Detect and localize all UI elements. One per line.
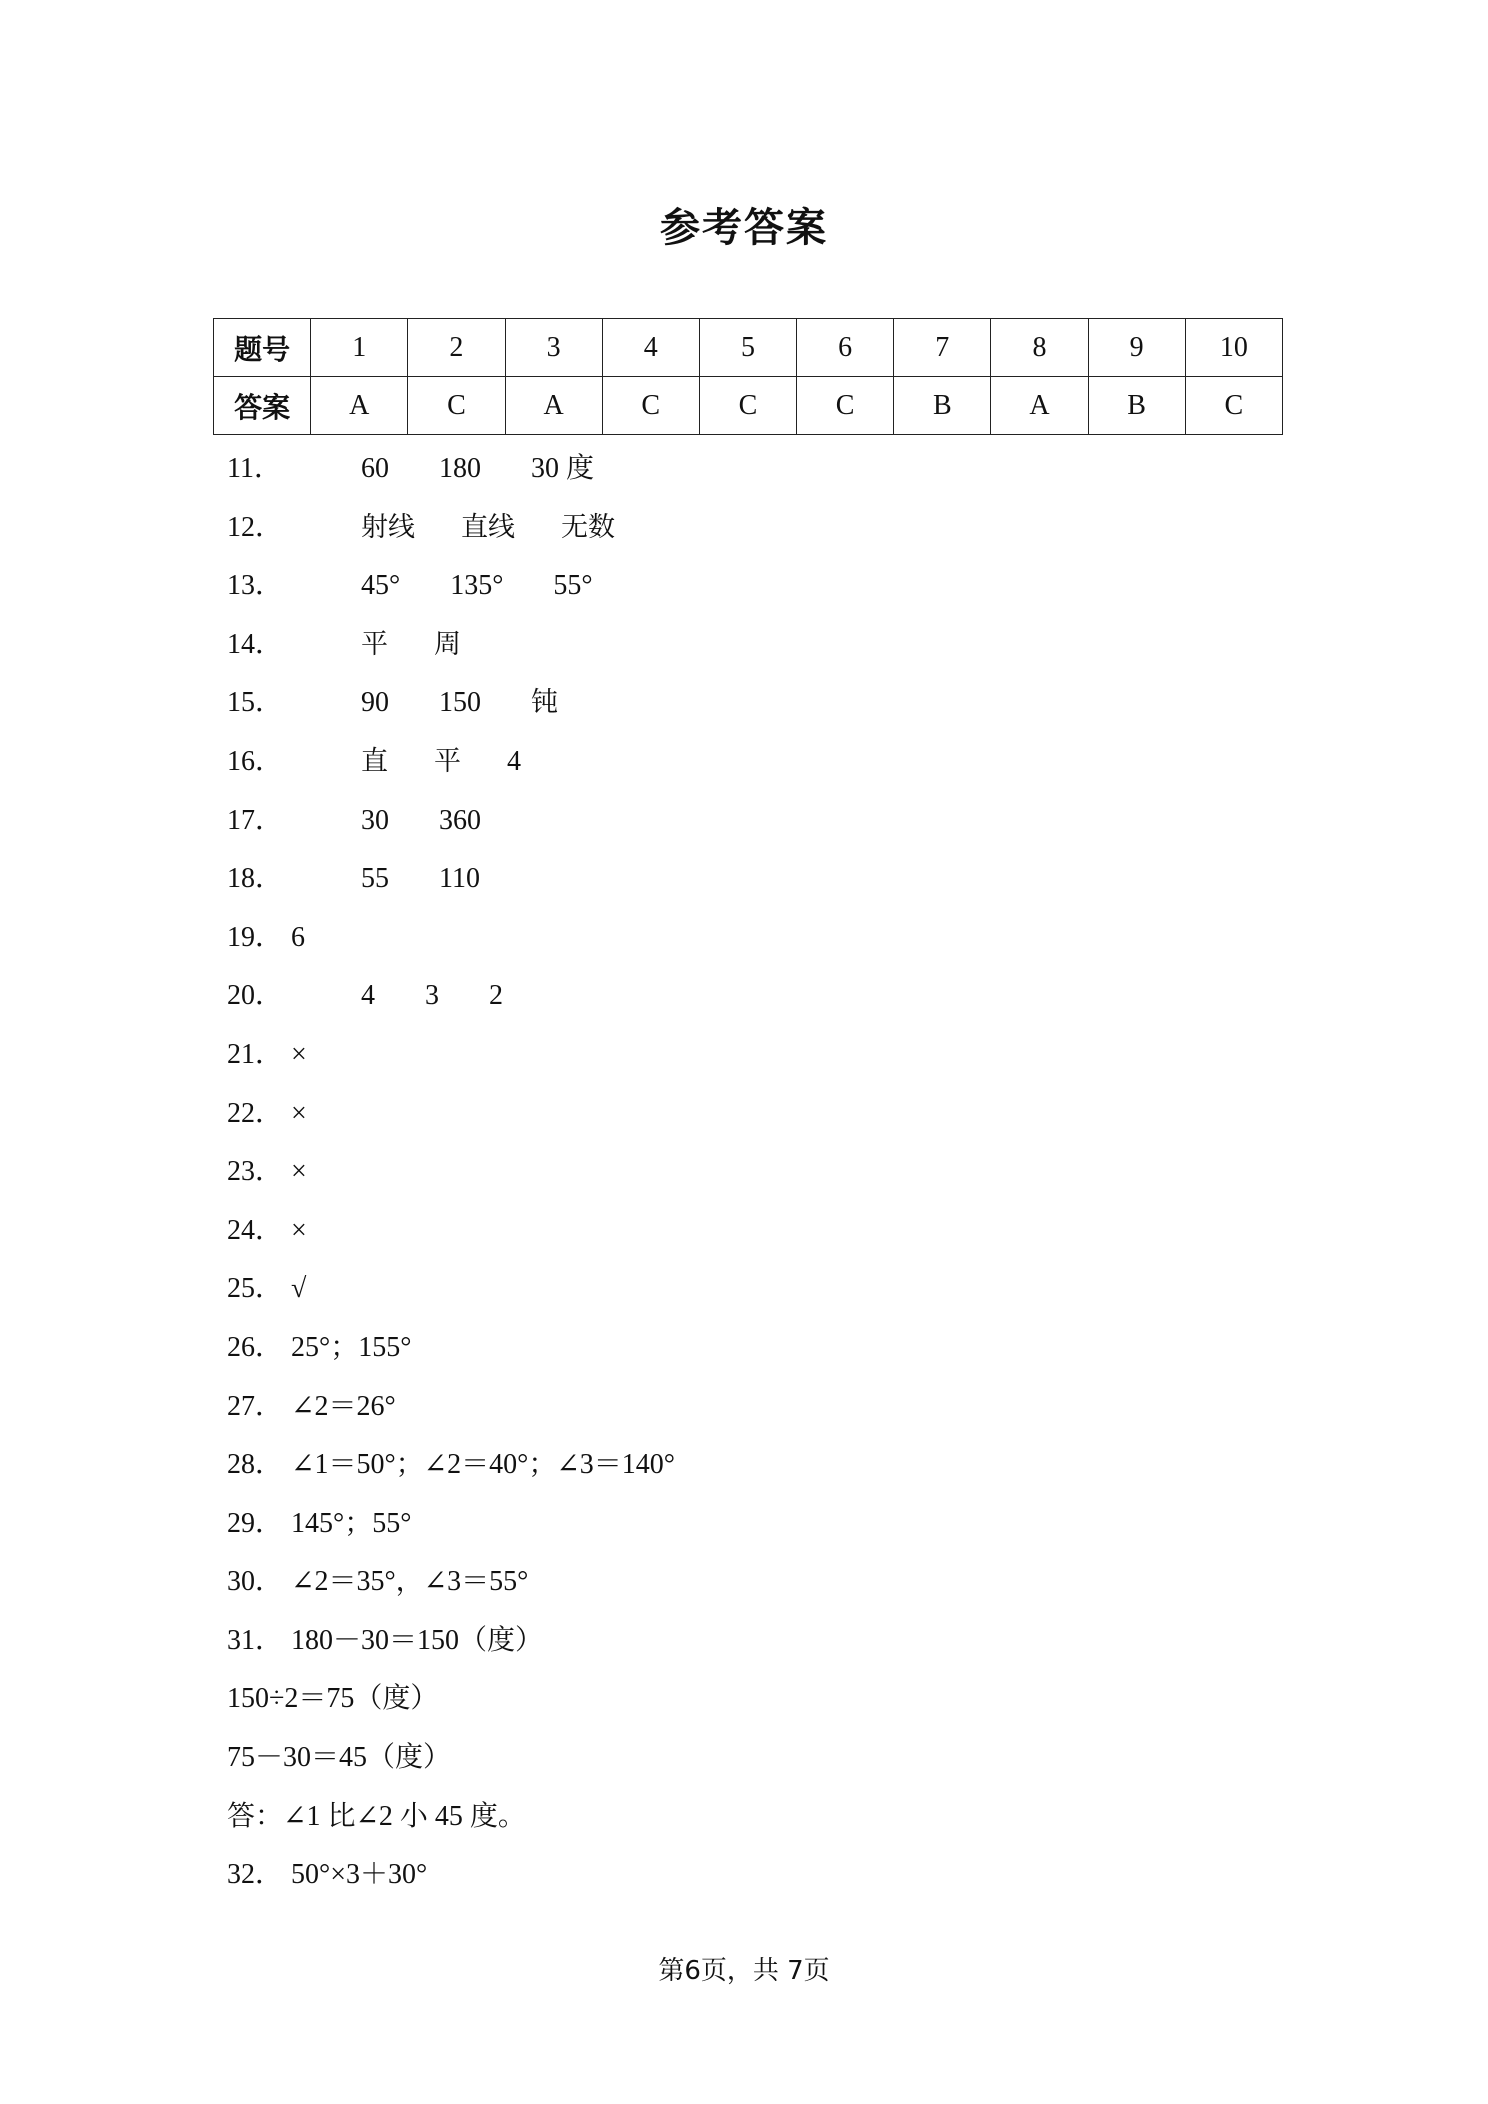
question-number: 19． — [227, 921, 284, 953]
answer-value: 110 — [439, 863, 480, 895]
answer-line-31-conclusion: 答：∠1 比∠2 小 45 度。 — [227, 1800, 526, 1832]
answer-line-13 — [227, 557, 675, 616]
answer-value: ∠1＝50°；∠2＝40°；∠3＝140° — [291, 1449, 675, 1481]
table-cell: C — [408, 377, 505, 435]
answer-line-19 — [227, 909, 675, 968]
question-number: 17． — [227, 804, 284, 836]
table-cell: 1 — [311, 319, 408, 377]
answer-value: 2 — [489, 980, 503, 1012]
table-cell: 7 — [894, 319, 991, 377]
question-number: 20． — [227, 980, 284, 1012]
table-cell: A — [505, 377, 602, 435]
answer-value: ∠2＝26° — [291, 1390, 396, 1422]
answer-value: 180 — [439, 453, 481, 484]
question-number: 21． — [227, 1038, 284, 1070]
question-number: 30． — [227, 1566, 284, 1598]
answer-line-15 — [227, 674, 675, 733]
answer-line-20 — [227, 967, 675, 1026]
answer-value: 直 — [361, 745, 388, 777]
table-cell: 8 — [991, 319, 1088, 377]
question-number: 27． — [227, 1390, 284, 1422]
answer-value: × — [291, 1097, 307, 1129]
answer-line-18 — [227, 850, 675, 909]
answer-value: 25°；155° — [291, 1331, 412, 1363]
answer-value: 直线 — [461, 511, 515, 543]
table-row-answers — [214, 377, 1283, 435]
answer-value: × — [291, 1156, 307, 1188]
answer-value: 4 — [361, 980, 375, 1012]
table-cell: A — [991, 377, 1088, 435]
answer-value: 30 度 — [531, 453, 595, 484]
answer-line-17 — [227, 792, 675, 851]
answer-line-21 — [227, 1026, 675, 1085]
table-cell: 4 — [602, 319, 699, 377]
answer-value: 150 — [439, 687, 481, 719]
answer-value: × — [291, 1038, 307, 1070]
table-cell: C — [1185, 377, 1282, 435]
answer-value: 145°；55° — [291, 1507, 412, 1539]
table-cell: B — [1088, 377, 1185, 435]
answer-value: 60 — [361, 453, 389, 484]
answer-value: 4 — [507, 745, 521, 777]
answer-value: 50°×3＋30° — [291, 1859, 428, 1891]
table-cell: A — [311, 377, 408, 435]
answer-line-23 — [227, 1143, 675, 1202]
table-row-numbers — [214, 319, 1283, 377]
table-cell: C — [602, 377, 699, 435]
table-cell: 9 — [1088, 319, 1185, 377]
answer-line-31 — [227, 1612, 675, 1671]
answer-value: 无数 — [561, 511, 615, 543]
answer-line-25 — [227, 1260, 675, 1319]
answer-line-28 — [227, 1436, 675, 1495]
answer-list — [227, 440, 675, 1905]
answer-value: 平 — [361, 628, 388, 660]
answer-value: 3 — [425, 980, 439, 1012]
question-number: 13． — [227, 570, 284, 602]
answer-value: 360 — [439, 804, 481, 836]
table-header-label: 题号 — [214, 319, 311, 377]
answer-value: 平 — [434, 745, 461, 777]
answer-line-24 — [227, 1202, 675, 1261]
question-number: 15． — [227, 687, 284, 719]
question-number: 25． — [227, 1273, 284, 1305]
question-number: 22． — [227, 1097, 284, 1129]
answer-value: 6 — [291, 921, 305, 953]
question-number: 11． — [227, 453, 282, 484]
answer-line-22 — [227, 1085, 675, 1144]
answer-line-11 — [227, 440, 675, 499]
answer-value: 30 — [361, 804, 389, 836]
question-number: 29． — [227, 1507, 284, 1539]
answer-value: 90 — [361, 687, 389, 719]
question-number: 26． — [227, 1331, 284, 1363]
answer-line-30 — [227, 1553, 675, 1612]
page-title: 参考答案 — [660, 205, 828, 251]
answer-line-16 — [227, 733, 675, 792]
question-number: 31． — [227, 1624, 284, 1656]
question-number: 23． — [227, 1156, 284, 1188]
answer-line-27 — [227, 1378, 675, 1437]
answer-line-12 — [227, 499, 675, 558]
answer-value: 135° — [450, 570, 504, 602]
table-cell: C — [797, 377, 894, 435]
answer-value: 周 — [434, 628, 461, 660]
answer-line-14 — [227, 616, 675, 675]
answer-value: ∠2＝35°，∠3＝55° — [291, 1566, 529, 1598]
question-number: 28． — [227, 1449, 284, 1481]
question-number: 32． — [227, 1859, 284, 1891]
answer-line-31-step3: 75－30＝45（度） — [227, 1742, 452, 1774]
question-number: 14． — [227, 628, 284, 660]
answer-line-31-step2: 150÷2＝75（度） — [227, 1683, 439, 1715]
answer-value: 55° — [553, 570, 593, 602]
answer-value: 射线 — [361, 511, 415, 543]
answer-value: 55 — [361, 863, 389, 895]
answer-line-32 — [227, 1846, 675, 1905]
answer-value: × — [291, 1214, 307, 1246]
answer-value: 钝 — [531, 687, 558, 719]
question-number: 16． — [227, 745, 284, 777]
answer-line-29 — [227, 1495, 675, 1554]
table-answer-label: 答案 — [214, 377, 311, 435]
page-footer: 第6页，共 7页 — [658, 1956, 830, 1986]
answer-value: 45° — [361, 570, 401, 602]
table-cell: 5 — [699, 319, 796, 377]
question-number: 24． — [227, 1214, 284, 1246]
table-cell: 2 — [408, 319, 505, 377]
question-number: 18． — [227, 863, 284, 895]
answer-line-26 — [227, 1319, 675, 1378]
table-cell: 10 — [1185, 319, 1282, 377]
question-number: 12． — [227, 511, 284, 543]
table-cell: C — [699, 377, 796, 435]
answer-value: 180－30＝150（度） — [291, 1624, 544, 1656]
answer-table — [213, 318, 1283, 435]
table-cell: 3 — [505, 319, 602, 377]
table-cell: 6 — [797, 319, 894, 377]
table-cell: B — [894, 377, 991, 435]
answer-value: √ — [291, 1273, 307, 1305]
